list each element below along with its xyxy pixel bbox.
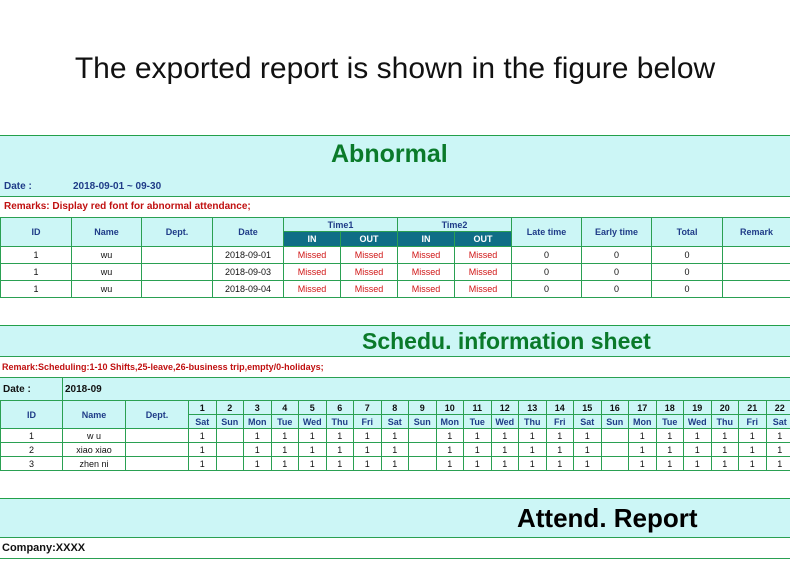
shift-cell: 1 [189, 443, 217, 457]
shift-cell: 1 [354, 457, 382, 471]
shift-cell: 1 [436, 443, 464, 457]
cell-t1-in: Missed [284, 281, 341, 298]
cell-remark [723, 247, 790, 264]
day-number: 21 [739, 401, 767, 415]
header-id: ID [1, 218, 72, 247]
header-time1: Time1 [284, 218, 398, 232]
abnormal-table [0, 217, 790, 298]
cell-t2-in: Missed [398, 247, 455, 264]
attend-sheet [0, 498, 790, 559]
cell-remark [723, 281, 790, 298]
header-time2-out: OUT [455, 232, 512, 247]
cell-total: 0 [652, 281, 723, 298]
shift-cell: 1 [684, 457, 712, 471]
shift-cell: 1 [464, 457, 492, 471]
day-number: 3 [244, 401, 272, 415]
table-row [1, 281, 790, 298]
cell-id: 3 [1, 457, 63, 471]
shift-cell: 1 [244, 457, 272, 471]
shift-cell: 1 [189, 429, 217, 443]
shift-cell: 1 [766, 429, 790, 443]
cell-dept [142, 281, 213, 298]
cell-name: wu [72, 264, 142, 281]
day-number: 14 [546, 401, 574, 415]
cell-late: 0 [512, 247, 582, 264]
shift-cell: 1 [739, 429, 767, 443]
weekday-label: Mon [436, 415, 464, 429]
shift-cell: 1 [739, 443, 767, 457]
cell-t1-in: Missed [284, 247, 341, 264]
cell-late: 0 [512, 281, 582, 298]
shift-cell: 1 [464, 429, 492, 443]
attend-title: Attend. Report [517, 503, 698, 533]
header-date: Date [213, 218, 284, 247]
shift-cell: 1 [739, 457, 767, 471]
shift-cell: 1 [684, 429, 712, 443]
shift-cell: 1 [271, 457, 299, 471]
schedule-date-value: 2018-09 [65, 384, 102, 395]
shift-cell [409, 457, 437, 471]
cell-total: 0 [652, 247, 723, 264]
day-number: 10 [436, 401, 464, 415]
cell-dept [126, 457, 189, 471]
cell-t1-in: Missed [284, 264, 341, 281]
shift-cell: 1 [519, 443, 547, 457]
day-number: 18 [656, 401, 684, 415]
shift-cell: 1 [299, 429, 327, 443]
shift-cell: 1 [546, 443, 574, 457]
cell-t1-out: Missed [341, 264, 398, 281]
shift-cell [216, 443, 244, 457]
weekday-label: Tue [464, 415, 492, 429]
cell-t2-in: Missed [398, 264, 455, 281]
shift-cell: 1 [766, 443, 790, 457]
shift-cell: 1 [326, 429, 354, 443]
cell-total: 0 [652, 264, 723, 281]
company-label: Company:XXXX [2, 542, 86, 554]
cell-dept [142, 264, 213, 281]
cell-early: 0 [582, 264, 652, 281]
header-id: ID [1, 401, 63, 429]
weekday-label: Sat [189, 415, 217, 429]
cell-remark [723, 264, 790, 281]
header-early: Early time [582, 218, 652, 247]
cell-t2-out: Missed [455, 281, 512, 298]
day-number: 1 [189, 401, 217, 415]
cell-date: 2018-09-04 [213, 281, 284, 298]
shift-cell: 1 [574, 443, 602, 457]
schedule-table [0, 400, 790, 471]
shift-cell: 1 [491, 429, 519, 443]
table-row [1, 457, 790, 471]
weekday-label: Mon [244, 415, 272, 429]
weekday-label: Fri [739, 415, 767, 429]
shift-cell: 1 [656, 429, 684, 443]
cell-dept [126, 443, 189, 457]
shift-cell: 1 [574, 457, 602, 471]
shift-cell [601, 429, 629, 443]
attend-company-row [0, 537, 790, 559]
abnormal-date-row [0, 176, 790, 196]
weekday-label: Thu [711, 415, 739, 429]
cell-name: zhen ni [63, 457, 126, 471]
shift-cell [601, 457, 629, 471]
shift-cell: 1 [629, 457, 657, 471]
weekday-label: Sun [409, 415, 437, 429]
schedule-remark-row [0, 356, 790, 378]
abnormal-remarks-row [0, 196, 790, 217]
weekday-label: Sun [601, 415, 629, 429]
day-number: 22 [766, 401, 790, 415]
shift-cell: 1 [326, 457, 354, 471]
shift-cell: 1 [629, 443, 657, 457]
shift-cell: 1 [381, 429, 409, 443]
day-number: 12 [491, 401, 519, 415]
abnormal-title: Abnormal [331, 140, 448, 168]
shift-cell: 1 [464, 443, 492, 457]
day-number: 19 [684, 401, 712, 415]
table-row [1, 443, 790, 457]
shift-cell: 1 [684, 443, 712, 457]
cell-t1-out: Missed [341, 247, 398, 264]
header-dept: Dept. [142, 218, 213, 247]
header-time2: Time2 [398, 218, 512, 232]
table-row [1, 264, 790, 281]
shift-cell [216, 429, 244, 443]
shift-cell: 1 [244, 443, 272, 457]
cell-id: 1 [1, 281, 72, 298]
weekday-label: Thu [519, 415, 547, 429]
table-row [1, 247, 790, 264]
weekday-label: Sat [766, 415, 790, 429]
shift-cell: 1 [299, 457, 327, 471]
weekday-label: Sun [216, 415, 244, 429]
cell-late: 0 [512, 264, 582, 281]
weekday-label: Fri [546, 415, 574, 429]
header-dept: Dept. [126, 401, 189, 429]
table-row [1, 429, 790, 443]
shift-cell: 1 [711, 443, 739, 457]
shift-cell: 1 [244, 429, 272, 443]
header-time2-in: IN [398, 232, 455, 247]
day-number: 13 [519, 401, 547, 415]
weekday-label: Wed [491, 415, 519, 429]
cell-date: 2018-09-03 [213, 264, 284, 281]
weekday-label: Tue [271, 415, 299, 429]
cell-id: 1 [1, 429, 63, 443]
shift-cell: 1 [766, 457, 790, 471]
day-number: 7 [354, 401, 382, 415]
shift-cell: 1 [629, 429, 657, 443]
date-label: Date : [4, 181, 32, 192]
weekday-label: Mon [629, 415, 657, 429]
cell-id: 1 [1, 264, 72, 281]
date-value: 2018-09-01 ~ 09-30 [73, 181, 162, 192]
cell-t2-out: Missed [455, 247, 512, 264]
cell-dept [142, 247, 213, 264]
schedule-date-row [0, 378, 790, 400]
day-number: 20 [711, 401, 739, 415]
header-time1-out: OUT [341, 232, 398, 247]
abnormal-title-band [0, 135, 790, 176]
shift-cell: 1 [354, 429, 382, 443]
day-number: 17 [629, 401, 657, 415]
schedule-remark: Remark:Scheduling:1-10 Shifts,25-leave,26-business trip,empty/0-holidays; [2, 362, 324, 372]
weekday-label: Thu [326, 415, 354, 429]
cell-id: 2 [1, 443, 63, 457]
day-number: 6 [326, 401, 354, 415]
cell-name: wu [72, 281, 142, 298]
schedule-title-band [0, 325, 790, 356]
shift-cell: 1 [189, 457, 217, 471]
day-number: 9 [409, 401, 437, 415]
cell-t2-out: Missed [455, 264, 512, 281]
shift-cell [409, 429, 437, 443]
shift-cell [216, 457, 244, 471]
day-number: 16 [601, 401, 629, 415]
shift-cell: 1 [299, 443, 327, 457]
shift-cell [601, 443, 629, 457]
shift-cell: 1 [271, 443, 299, 457]
shift-cell: 1 [491, 457, 519, 471]
day-number: 15 [574, 401, 602, 415]
shift-cell: 1 [656, 443, 684, 457]
shift-cell: 1 [326, 443, 354, 457]
shift-cell: 1 [519, 429, 547, 443]
day-number: 5 [299, 401, 327, 415]
shift-cell: 1 [491, 443, 519, 457]
day-number: 2 [216, 401, 244, 415]
abnormal-sheet [0, 135, 790, 298]
shift-cell: 1 [381, 457, 409, 471]
weekday-label: Sat [381, 415, 409, 429]
cell-name: wu [72, 247, 142, 264]
cell-name: w u [63, 429, 126, 443]
shift-cell: 1 [711, 457, 739, 471]
caption: The exported report is shown in the figure below [74, 52, 716, 85]
weekday-label: Sat [574, 415, 602, 429]
header-remark: Remark [723, 218, 790, 247]
shift-cell: 1 [436, 429, 464, 443]
header-late: Late time [512, 218, 582, 247]
shift-cell: 1 [574, 429, 602, 443]
cell-name: xiao xiao [63, 443, 126, 457]
header-name: Name [63, 401, 126, 429]
day-number: 4 [271, 401, 299, 415]
weekday-label: Wed [299, 415, 327, 429]
schedule-title: Schedu. information sheet [362, 328, 651, 354]
shift-cell: 1 [436, 457, 464, 471]
cell-t1-out: Missed [341, 281, 398, 298]
shift-cell: 1 [711, 429, 739, 443]
header-total: Total [652, 218, 723, 247]
shift-cell: 1 [354, 443, 382, 457]
schedule-sheet [0, 325, 790, 471]
shift-cell: 1 [271, 429, 299, 443]
schedule-date-label: Date : [3, 384, 31, 395]
remarks-text: Remarks: Display red font for abnormal attendance; [4, 201, 251, 212]
day-number: 8 [381, 401, 409, 415]
attend-title-band [0, 498, 790, 537]
header-name: Name [72, 218, 142, 247]
header-time1-in: IN [284, 232, 341, 247]
shift-cell: 1 [546, 429, 574, 443]
weekday-label: Fri [354, 415, 382, 429]
weekday-label: Wed [684, 415, 712, 429]
shift-cell: 1 [656, 457, 684, 471]
shift-cell: 1 [381, 443, 409, 457]
day-number: 11 [464, 401, 492, 415]
shift-cell: 1 [546, 457, 574, 471]
weekday-label: Tue [656, 415, 684, 429]
shift-cell: 1 [519, 457, 547, 471]
cell-early: 0 [582, 281, 652, 298]
cell-t2-in: Missed [398, 281, 455, 298]
cell-date: 2018-09-01 [213, 247, 284, 264]
shift-cell [409, 443, 437, 457]
cell-dept [126, 429, 189, 443]
cell-id: 1 [1, 247, 72, 264]
cell-early: 0 [582, 247, 652, 264]
